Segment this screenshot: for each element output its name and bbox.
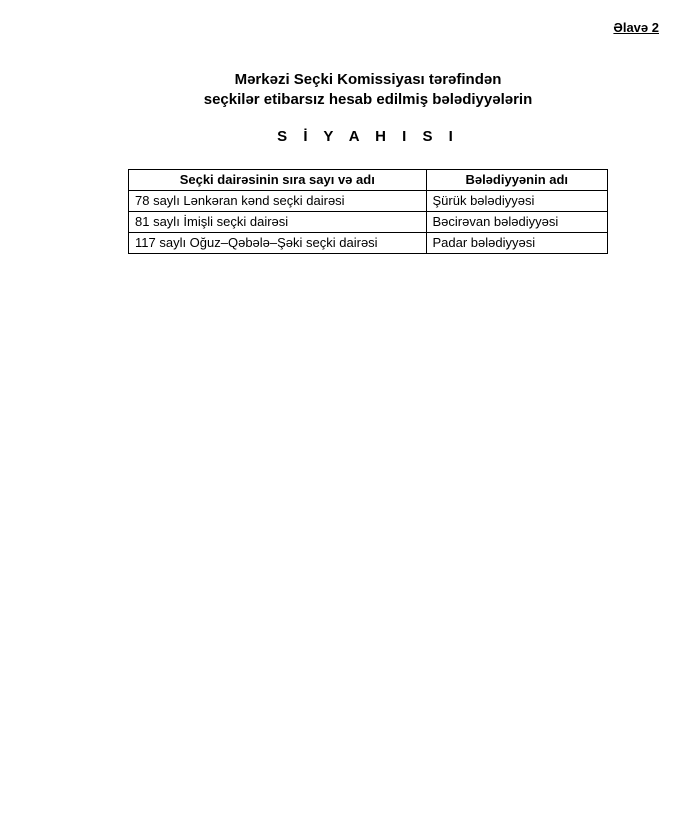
list-heading: S İ Y A H I S I (277, 128, 459, 145)
table-header-row (129, 170, 608, 191)
cell-municipality: Bəcirəvan bələdiyyəsi (426, 212, 608, 233)
cell-district: 78 saylı Lənkəran kənd seçki dairəsi (129, 191, 427, 212)
cell-district: 81 saylı İmişli seçki dairəsi (129, 212, 427, 233)
cell-municipality: Şürük bələdiyyəsi (426, 191, 608, 212)
column-header-district: Seçki dairəsinin sıra sayı və adı (129, 170, 427, 191)
table-row (129, 191, 608, 212)
cell-municipality: Padar bələdiyyəsi (426, 233, 608, 254)
column-header-municipality: Bələdiyyənin adı (426, 170, 608, 191)
table-row (129, 212, 608, 233)
cell-district: 117 saylı Oğuz–Qəbələ–Şəki seçki dairəsi (129, 233, 427, 254)
appendix-label: Əlavə 2 (613, 20, 659, 35)
title-line-2: seçkilər etibarsız hesab edilmiş bələdiyyələrin (203, 91, 533, 108)
document-title (0, 70, 699, 110)
municipalities-table (128, 169, 608, 254)
table-row (129, 233, 608, 254)
title-line-1: Mərkəzi Seçki Komissiyası tərəfindən (234, 71, 502, 88)
